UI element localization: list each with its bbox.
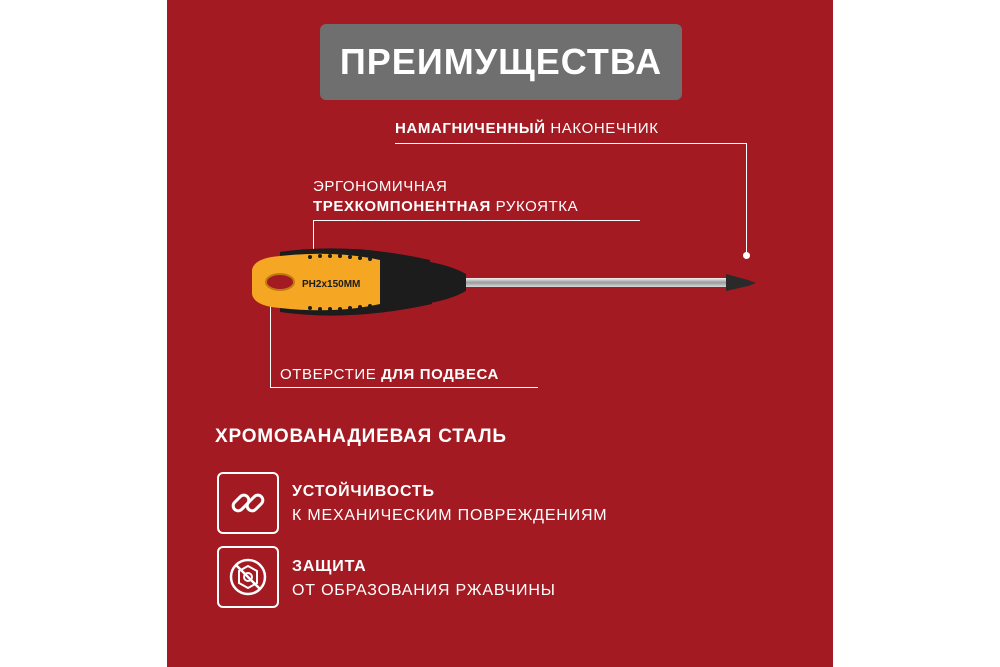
hanging-hole [266, 274, 294, 290]
handle-neck [430, 262, 466, 303]
callout-handle-bold: ТРЕХКОМПОНЕНТНАЯ [313, 198, 491, 215]
callout-tip-bold: НАМАГНИЧЕННЫЙ [395, 120, 546, 137]
callout-hole-bold: ДЛЯ ПОДВЕСА [381, 366, 499, 383]
callout-hole-rest: ОТВЕРСТИЕ [280, 366, 382, 383]
product-marking: PH2x150MM [302, 279, 361, 290]
callout-handle-line2 [313, 196, 578, 218]
callout-handle-line-h [313, 220, 640, 221]
feature-durability-title: УСТОЙЧИВОСТЬ [292, 483, 435, 500]
callout-handle-line1: ЭРГОНОМИЧНАЯ [313, 178, 448, 195]
screwdriver-shaft [460, 278, 728, 287]
callout-tip-line-v [746, 143, 747, 255]
chain-link-icon [217, 472, 279, 534]
feature-protection-subtitle: ОТ ОБРАЗОВАНИЯ РЖАВЧИНЫ [292, 582, 556, 599]
feature-protection-title: ЗАЩИТА [292, 558, 367, 575]
callout-tip [395, 118, 659, 140]
feature-durability [292, 480, 607, 528]
callout-handle-rest: РУКОЯТКА [490, 198, 579, 215]
feature-protection [292, 555, 556, 603]
callout-tip-rest: НАКОНЕЧНИК [545, 120, 659, 137]
feature-durability-subtitle: К МЕХАНИЧЕСКИМ ПОВРЕЖДЕНИЯМ [292, 507, 608, 524]
screwdriver-tip [726, 274, 756, 291]
callout-tip-line-h [395, 143, 747, 144]
callout-hole-line-h [270, 387, 538, 388]
screwdriver-image [240, 240, 760, 330]
page-title: ПРЕИМУЩЕСТВА [320, 24, 682, 100]
material-title: ХРОМОВАНАДИЕВАЯ СТАЛЬ [215, 426, 507, 447]
anti-rust-icon [217, 546, 279, 608]
callout-hole [280, 364, 499, 386]
